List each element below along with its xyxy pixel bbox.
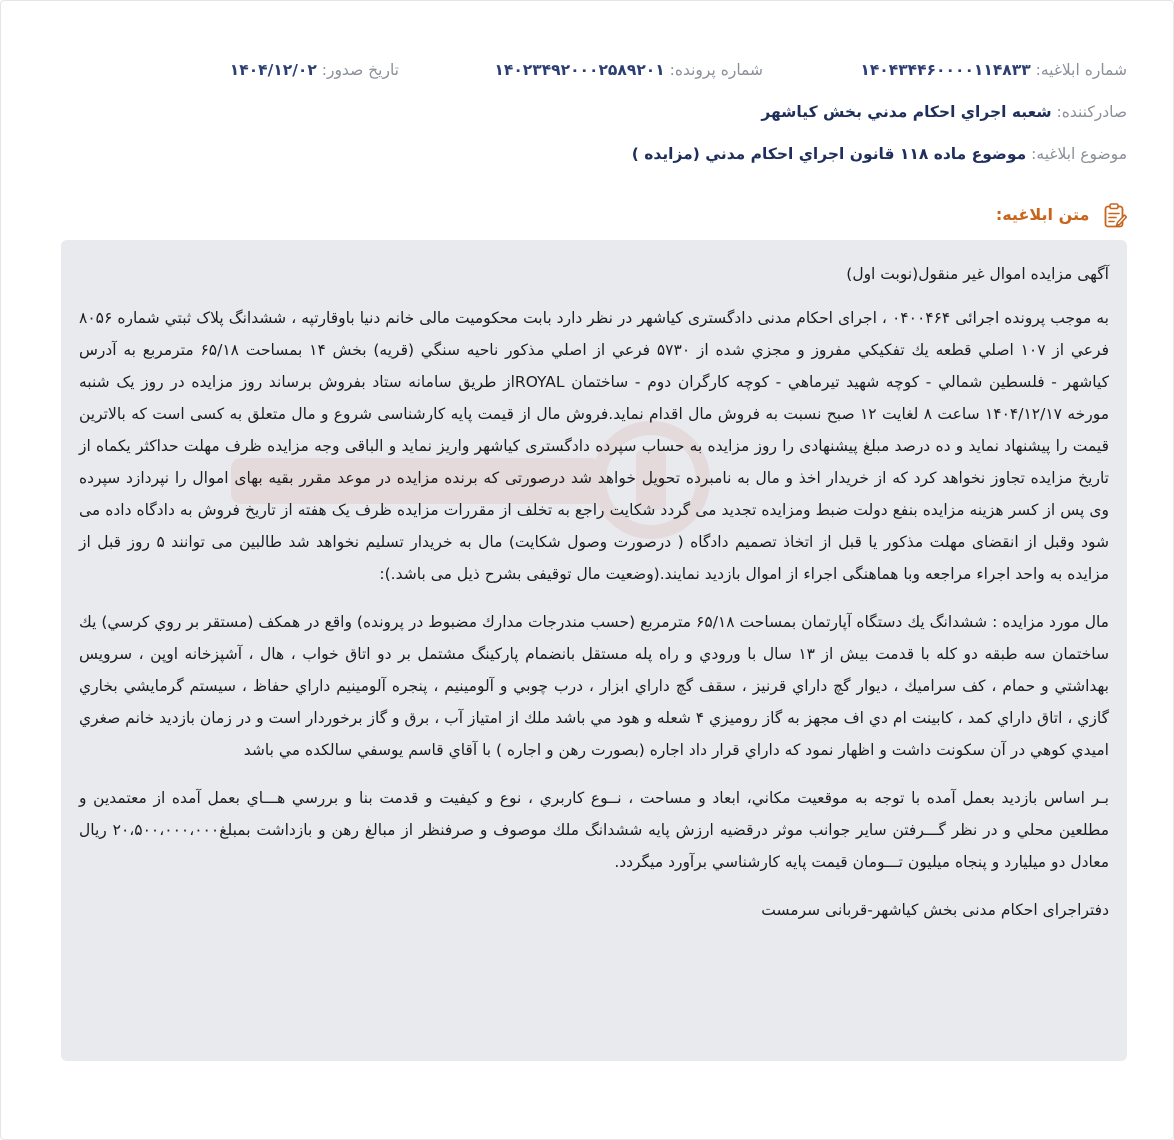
document-icon [1103, 203, 1127, 229]
meta-row [47, 55, 1127, 85]
issuer-value: شعبه اجراي احكام مدني بخش كياشهر [761, 103, 1052, 121]
notice-body [79, 258, 1109, 942]
notice-body-panel [61, 240, 1127, 1061]
notice-paragraph-property-description: مال مورد مزايده : ششدانگ يك دستگاه آپارتمان بمساحت ۶۵/۱۸ مترمربع (حسب مندرجات مدارك مضبوط در پرونده) واقع در همكف (مستقر بر روي كرسي) يك ساختمان سه طبقه دو كله با قدمت بيش از ۱۳ سال با ورودي و راه پله مستقل بانضمام پاركينگ مشتمل بر دو اتاق خواب ، هال ، آشپزخانه اوپن ، سرويس بهداشتي و حمام ، كف سراميك ، ديوار گچ داراي قرنيز ، سقف گچ داراي ابزار ، درب چوبي و آلومينيم ، پنجره آلومينيم داراي حفاظ ، سيستم گرمايشي بخاري گازي ، اتاق داراي كمد ، كابينت ام دي اف مجهز به گاز روميزي ۴ شعله و هود مي باشد ملك از امتياز آب ، برق و گاز برخوردار است و در زمان بازديد خانم صغري اميدي كوهي در آن سكونت داشت و اظهار نمود كه داراي قرار داد اجاره (بصورت رهن و اجاره ) با آقاي قاسم يوسفي سالكده مي باشد [79, 613, 1109, 759]
reference-number-label: شماره ابلاغیه: [1035, 61, 1127, 79]
issuer-label: صادرکننده: [1056, 103, 1127, 121]
reference-number-value: ۱۴۰۴۳۴۴۶۰۰۰۰۱۱۴۸۳۳ [860, 61, 1031, 79]
notice-text-heading [996, 200, 1127, 230]
notice-text-title: متن ابلاغیه: [995, 205, 1090, 224]
issue-date-field [230, 55, 399, 85]
issue-date-label: تاریخ صدور: [321, 61, 399, 79]
subject-label: موضوع ابلاغیه: [1031, 145, 1127, 163]
subject-row [47, 139, 1127, 169]
notice-paragraph-auction-terms: به موجب پرونده اجرائی ‎۰۴۰۰۴۶۴‎ ، اجرای احکام مدنی دادگستری کیاشهر در نظر دارد بابت محکومیت مالی خانم دنیا باوقارتپه ، ششدانگ پلاک ثبتي شماره ۸۰۵۶ فرعي از ۱۰۷ اصلي قطعه يك تفكيكي مفروز و مجزي شده از ۵۷۳۰ فرعي از اصلي مذكور ناحيه سنگي (قريه) بخش ۱۴ بمساحت ۶۵/۱۸ مترمربع به آدرس كياشهر - فلسطين شمالي - كوچه شهيد تيرماهي - كوچه كارگران دوم - ساختمان ROYALاز طریق سامانه ستاد بفروش برساند روز مزایده در روز یک شنبه مورخه ۱۴۰۴/۱۲/۱۷ ساعت ۸ لغایت ۱۲ صبح نسبت به فروش مال اقدام نماید.فروش مال از قیمت پایه کارشناسی شروع و مال متعلق به کسی است که بالاترین قیمت را پیشنهاد نماید و ده درصد مبلغ پیشنهادی را روز مزایده به حساب سپرده دادگستری کیاشهر واریز نماید و الباقی وجه مزایده ظرف مهلت حداکثر یکماه از تاریخ مزایده تجاوز نخواهد کرد که از خریدار اخذ و مال به نامبرده تحویل خواهد شد درصورتی که برنده مزایده در موعد مقرر بقیه بهای اموال را نپردازد سپرده وی پس از کسر هزینه مزایده بنفع دولت ضبط ومزایده تجدید می گردد شکایت راجع به تخلف از مقررات مزایده ظرف یک هفته از تاریخ فروش به دادگاه داده می شود وقبل از انقضای مهلت مذکور یا قبل از اتخاذ تصمیم دادگاه ( درصورت وصول شکایت) مال به خریدار تسلیم نخواهد شد طالبین می توانند ۵ روز قبل از مزایده به واحد اجراء مراجعه وبا هماهنگی اجراء از اموال بازدید نمایند.(وضعیت مال توقیفی بشرح ذیل می باشد.): [79, 309, 1110, 583]
notice-signature: دفتراجرای احکام مدنی بخش کیاشهر-قربانی سرمست [761, 901, 1109, 919]
notice-title: آگهی مزایده اموال غیر منقول(نوبت اول) [846, 265, 1109, 283]
subject-value: موضوع ماده ۱۱۸ قانون اجراي احكام مدني (مزايده ) [631, 145, 1027, 163]
case-number-field [494, 55, 763, 85]
case-number-label: شماره پرونده: [669, 61, 763, 79]
issue-date-value: ۱۴۰۴/۱۲/۰۲ [229, 61, 317, 79]
reference-number-field [860, 55, 1127, 85]
case-number-value: ۱۴۰۲۳۴۹۲۰۰۰۲۵۸۹۲۰۱ [494, 61, 665, 79]
issuer-row [47, 97, 1127, 127]
notice-paragraph-valuation: بـر اساس بازديد بعمل آمده با توجه به موقعيت مكاني، ابعاد و مساحت ، نــوع كاربري ، نوع و كيفيت و قدمت بنا و بررسي هـــاي بعمل آمده از معتمدين و مطلعين محلي و در نظر گـــرفتن ساير جوانب موثر درقضيه ارزش پايه ششدانگ ملك موصوف و صرفنظر از مبالغ رهن و بازداشت بمبلغ۲۰،۵۰۰،۰۰۰،۰۰۰ ريال معادل دو ميليارد و پنجاه ميليون تـــومان قيمت پايه كارشناسي برآورد ميگردد. [79, 789, 1109, 871]
